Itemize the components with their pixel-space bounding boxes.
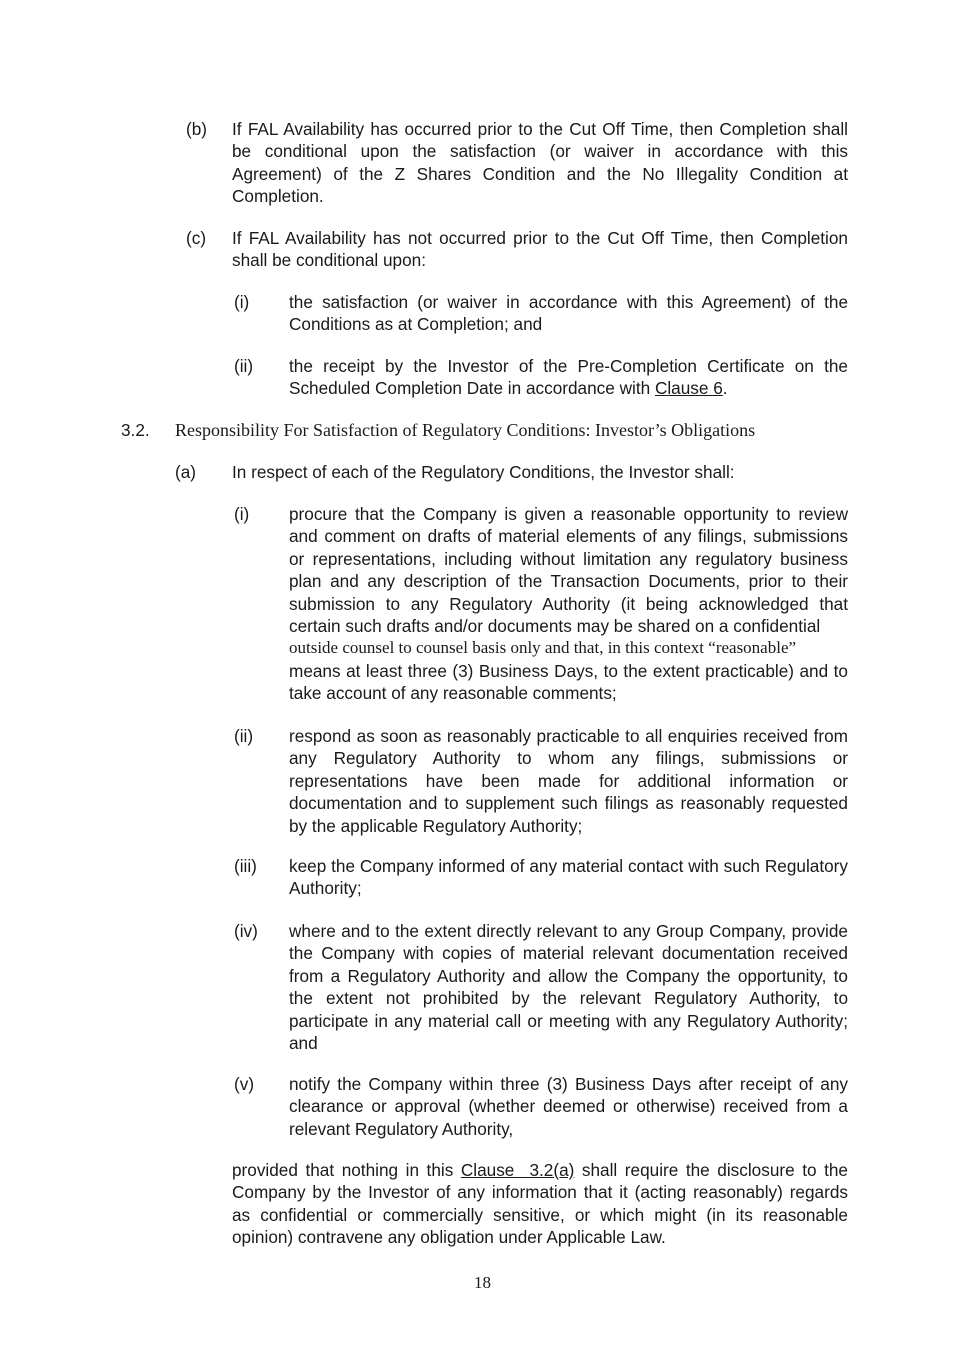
clause-c-item-ii-label: (ii) [234,356,254,376]
clause-a-item-iv-text: where and to the extent directly relevant to any Group Company, provide the Company with copies of material relevant documentation received from a Regulatory Authority and allow the Company the opportunity, to the extent not prohibited by the relevant Regulatory Authority, to participate in any material call or meeting with any Regulatory Authority; and [289,921,848,1054]
proviso-text-before: provided that nothing in this [232,1160,461,1180]
clause-a-item-iii-label: (iii) [234,856,257,876]
clause-c-item-ii-text-before: the receipt by the Investor of the Pre-Completion Certificate on the Scheduled Completion Date in accordance with [289,356,848,399]
clause-a-item-ii-text: respond as soon as reasonably practicable to all enquiries received from any Regulatory Authority to whom any filings, submissions or representations have been made for additional information or documentation and to supplement such filings as reasonably requested by the applicable Regulatory Authority; [289,726,848,836]
clause-c-item-i-text: the satisfaction (or waiver in accordance with this Agreement) of the Conditions as at Completion; and [289,292,848,335]
section-number: 3.2. [121,420,150,440]
clause-a-label: (a) [175,462,197,482]
clause-a-item-i-text-part1: procure that the Company is given a reasonable opportunity to review and comment on drafts of material elements of any filings, submissions or representations, including without limitation any regulatory business plan and any description of the Transaction Documents, prior to their submission to any Regulatory Authority (it being acknowledged that certain such drafts and/or documents may be shared on a confidential [289,504,848,637]
clause-a-item-iii-text: keep the Company informed of any material contact with such Regulatory Authority; [289,856,848,899]
clause-6-link[interactable]: Clause 6 [654,378,723,399]
clause-a-item-i-serif-line: outside counsel to counsel basis only and that, in this context “reasonable” [289,638,797,657]
proviso-paragraph [232,1159,848,1249]
clause-c-label: (c) [186,228,207,248]
clause-c-text: If FAL Availability has not occurred prior to the Cut Off Time, then Completion shall be conditional upon: [232,228,848,271]
section-title: Responsibility For Satisfaction of Regulatory Conditions: Investor’s Obligations [175,420,756,440]
clause-a-item-v-label: (v) [234,1074,255,1094]
clause-a-item-iv-label: (iv) [234,921,258,941]
clause-a-item-v-text: notify the Company within three (3) Business Days after receipt of any clearance or approval (whether deemed or otherwise) received from a relevant Regulatory Authority, [289,1074,848,1139]
proviso-text-after: shall require the disclosure to the Company by the Investor of any information that it (acting reasonably) regards as confidential or commercially sensitive, or which might (in its reasonable opinion) contravene any obligation under Applicable Law. [232,1160,848,1248]
clause-a-item-i-text-part2: means at least three (3) Business Days, to the extent practicable) and to take account of any reasonable comments; [289,661,848,704]
clause-c-item-ii-text-after: . [722,378,728,399]
clause-c-item-i-label: (i) [234,292,250,312]
clause-c-item-ii-text [289,355,848,400]
clause-3-2a-link[interactable]: Clause 3.2(a) [460,1160,575,1180]
clause-b-label: (b) [186,119,208,139]
clause-a-item-ii-label: (ii) [234,726,254,746]
clause-a-text: In respect of each of the Regulatory Conditions, the Investor shall: [232,462,735,482]
clause-a-item-i-label: (i) [234,504,250,524]
page-number: 18 [474,1273,491,1292]
clause-b-text: If FAL Availability has occurred prior to the Cut Off Time, then Completion shall be conditional upon the satisfaction (or waiver in accordance with this Agreement) of the Z Shares Condition and the No Illegality Condition at Completion. [232,119,848,207]
